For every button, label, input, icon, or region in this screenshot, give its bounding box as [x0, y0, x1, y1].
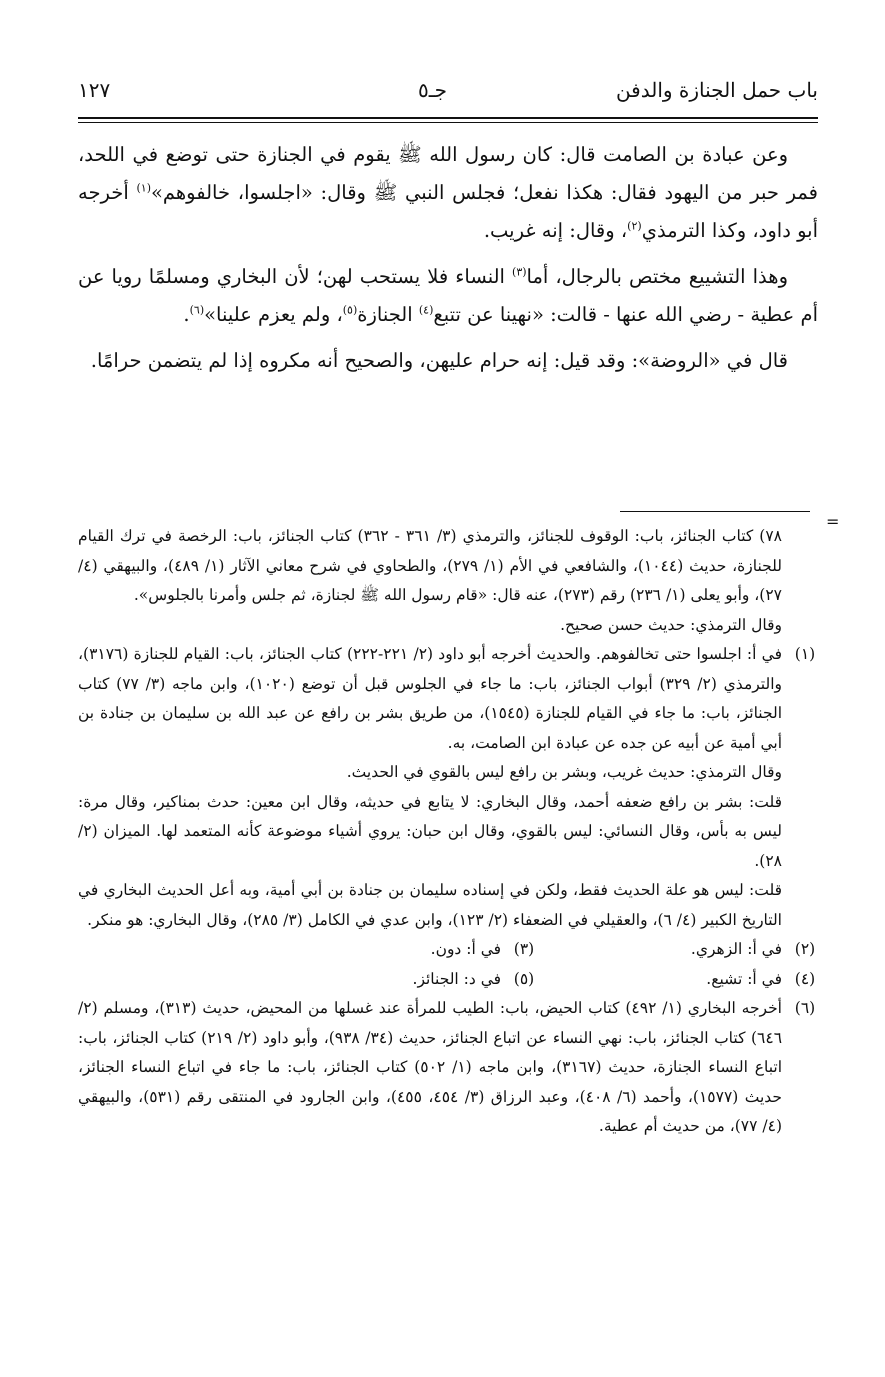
- footnote-number: (٥): [513, 969, 535, 988]
- footnote-ref-2[interactable]: (٢): [627, 219, 642, 233]
- footnote-ref-3[interactable]: (٣): [512, 265, 527, 279]
- footnote-number: (٢): [794, 940, 816, 958]
- footnotes: [78, 522, 818, 1142]
- main-paragraph-1: وعن عبادة بن الصامت قال: كان رسول الله ﷺ يقوم في الجنازة حتى توضع في اللحد، فمر حبر من اليهود فقال: هكذا نفعل؛ فجلس النبي ﷺ وقال: «اجلسوا، خالفوهم»$^{(١)}$ أخرجه أبو داود، وكذا الترمذي$^{(٢)}$، وقال: إنه غريب.: [78, 143, 818, 242]
- footnote-ref-5[interactable]: (٥): [342, 303, 358, 317]
- footnote-5: (٥) في د: الجنائز.: [413, 965, 542, 995]
- volume-label: جـ٥: [418, 78, 447, 102]
- footnote-ref-4[interactable]: (٤): [418, 303, 434, 317]
- footnote-number: (٣): [513, 940, 535, 958]
- main-paragraph-3: قال في «الروضة»: وقد قيل: إنه حرام عليهن، والصحيح أنه مكروه إذا لم يتضمن حرامًا.: [90, 349, 788, 372]
- chapter-title: باب حمل الجنازة والدفن: [615, 78, 818, 102]
- footnote-2: في أ: الزهري.: [690, 940, 782, 958]
- footnote-row-4-5: [78, 965, 818, 995]
- footnote-4: في أ: تشيع.: [706, 969, 782, 988]
- header-rule-thick: [78, 117, 818, 119]
- continuation-marker: =: [826, 512, 840, 531]
- header-rule-thin: [78, 122, 818, 123]
- footnote-continued: ٧٨) كتاب الجنائز، باب: الوقوف للجنائز، والترمذي (٣/ ٣٦١ - ٣٦٢) كتاب الجنائز، باب: الرخصة في ترك القيام للجنازة، حديث (١٠٤٤)، والشافعي في الأم (١/ ٢٧٩)، والطحاوي في شرح معاني الآثار (١/ ٤٨٩)، والبيهقي (٤/ ٢٧)، وأبو يعلى (١/ ٢٣٦) رقم (٢٧٣)، عنه قال: «قام رسول الله ﷺ لجنازة، ثم جلس وأمرنا بالجلوس». وقال الترمذي: حديث حسن صحيح.: [78, 527, 783, 634]
- running-header: [78, 72, 818, 112]
- footnote-6: (٦) أخرجه البخاري (١/ ٤٩٢) كتاب الحيض، باب: الطيب للمرأة عند غسلها من المحيض، حديث (٣١٣)، ومسلم (٢/ ٦٤٦) كتاب الجنائز، باب: نهي النساء عن اتباع الجنائز، حديث (٣٤/ ٩٣٨)، وأبو داود (٢/ ٢١٩) كتاب الجنائز، باب: اتباع النساء الجنازة، حديث (٣١٦٧)، وابن ماجه (١/ ٥٠٢) كتاب الجنائز، باب: ما جاء في اتباع النساء الجنائز، حديث (١٥٧٧)، وأحمد (٦/ ٤٠٨)، وعبد الرزاق (٣/ ٤٥٤، ٤٥٥)، وابن الجارود في المنتقى رقم (٥٣١)، والبيهقي (٤/ ٧٧)، من حديث أم عطية.: [78, 994, 818, 1142]
- main-paragraph-2: وهذا التشييع مختص بالرجال، أما$^{(٣)}$ النساء فلا يستحب لهن؛ لأن البخاري ومسلمًا رويا عن أم عطية - رضي الله عنها - قالت: «نهينا عن تتبع$^{(٤)}$ الجنازة$^{(٥)}$، ولم يعزم علينا»$^{(٦)}$.: [78, 265, 818, 326]
- footnote-number: (١): [794, 645, 816, 663]
- footnote-number: (٦): [794, 999, 816, 1017]
- footnote-ref-6[interactable]: (٦): [189, 303, 205, 317]
- footnote-separator: [620, 511, 810, 512]
- page-number: ١٢٧: [78, 78, 111, 102]
- footnote-1: (١) في أ: اجلسوا حتى تخالفوهم. والحديث أخرجه أبو داود (٢/ ٢٢١-٢٢٢) كتاب الجنائز، باب: القيام للجنازة (٣١٧٦)، والترمذي (٢/ ٣٢٩) أبواب الجنائز، باب: ما جاء في الجلوس قبل أن توضع (١٠٢٠)، وابن ماجه (٣/ ٧٧) كتاب الجنائز، باب: ما جاء في القيام للجنازة (١٥٤٥)، من طريق بشر بن رافع عن عبد الله بن سليمان بن جنادة بن أبي أمية عن أبيه عن جده عن عبادة ابن الصامت، به. وقال الترمذي: حديث غريب، وبشر بن رافع ليس بالقوي في الحديث. قلت: بشر بن رافع ضعفه أحمد، وقال البخاري: لا يتابع في حديثه، وقال ابن معين: حدث بمناكير، وقال مرة: ليس به بأس، وقال النسائي: ليس بالقوي، وقال ابن حبان: يروي أشياء موضوعة كأنه المتعمد لها. الميزان (٢/ ٢٨). قلت: ليس هو علة الحديث فقط، ولكن في إسناده سليمان بن جنادة بن أبي أمية، وبه أعل الحديث البخاري في التاريخ الكبير (٤/ ٦)، والعقيلي في الضعفاء (٢/ ١٢٣)، وابن عدي في الكامل (٣/ ٢٨٥)، وقال البخاري: هو منكر.: [78, 640, 818, 935]
- footnote-ref-1[interactable]: (١): [136, 181, 151, 195]
- main-text: [78, 136, 818, 388]
- footnote-row-2-3: [78, 935, 818, 965]
- footnote-number: (٤): [794, 969, 816, 988]
- footnote-3: (٣) في أ: دون.: [431, 935, 542, 965]
